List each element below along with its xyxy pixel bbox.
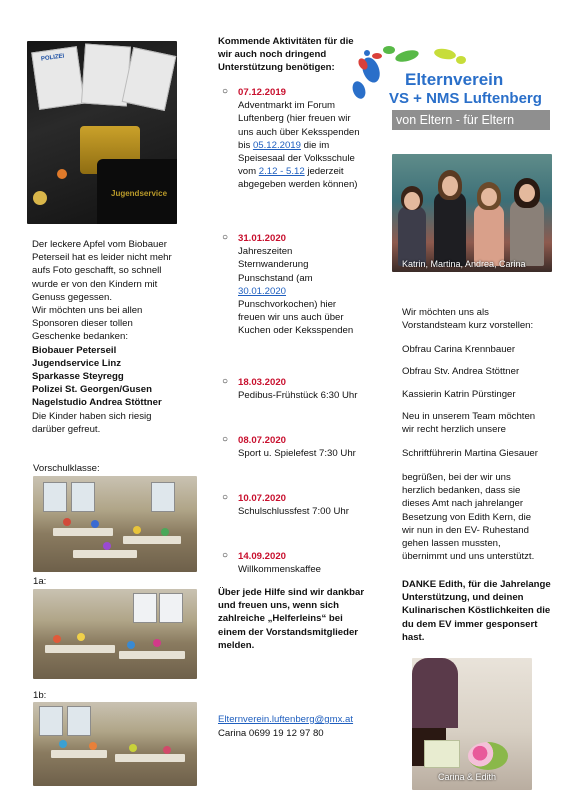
role-secretary: Schriftführerin Martina Giesauer [402, 448, 538, 459]
farewell-line: wir nun in den EV- Ruhestand [402, 524, 529, 536]
event-line: Willkommenskaffee [238, 564, 321, 576]
child [161, 528, 169, 536]
class-1a-photo [33, 589, 197, 679]
help-appeal [218, 586, 383, 652]
role-vice-chair: Obfrau Stv. Andrea Stöttner [402, 366, 520, 377]
child [91, 520, 99, 528]
event-date: 31.01.2020 [238, 233, 287, 244]
date-link[interactable]: 05.12.2019 [252, 139, 301, 151]
person-carina [412, 658, 458, 728]
apple-note-line: Der leckere Apfel vom Biobauer [32, 239, 167, 250]
thanks-line: Die Kinder haben sich riesig [32, 410, 152, 422]
heading-line: wir auch noch dringend [218, 49, 327, 61]
face [519, 184, 535, 202]
desk [119, 651, 185, 659]
class-1b-photo [33, 702, 197, 786]
farewell-line: begrüßen, bei der wir uns [402, 472, 511, 483]
farewell-line: Besetzung von Edith Kern, die [402, 511, 532, 523]
event-18-03-2020 [238, 376, 378, 402]
apple-note-line: Sponsoren dieser tollen [32, 318, 133, 330]
desk [53, 528, 113, 536]
child [129, 744, 137, 752]
event-08-07-2020 [238, 434, 378, 460]
team-photo [392, 154, 552, 272]
role-treasurer: Kassierin Katrin Pürstinger [402, 389, 516, 400]
bullet-icon: ○ [222, 376, 229, 387]
desk [115, 754, 185, 762]
desk [45, 645, 115, 653]
child [77, 633, 85, 641]
heading-line: Kommende Aktivitäten für die [218, 36, 354, 47]
desk [123, 536, 181, 544]
window [159, 593, 183, 623]
sponsor-gifts-photo [27, 41, 177, 224]
event-line: Punschstand (am [238, 272, 313, 284]
event-line: Schulschlussfest 7:00 Uhr [238, 506, 349, 518]
farewell-line: dieses Amt nach jahrelanger [402, 498, 524, 510]
event-line: Sport u. Spielefest 7:30 Uhr [238, 448, 356, 460]
farewell-line: herzlich bedanken, dass sie [402, 485, 521, 497]
thanks-edith-line: Unterstützung, und deinen [402, 592, 524, 604]
apple-note-line: Wir möchten uns bei allen [32, 305, 143, 317]
event-text: jederzeit [304, 166, 344, 178]
carina-edith-photo [412, 658, 532, 790]
event-line: uns auch über Keksspenden [238, 126, 360, 138]
elternverein-logo [347, 40, 552, 135]
event-line: freuen wir uns auch über [238, 312, 344, 324]
child [63, 518, 71, 526]
thanks-line: darüber gefreut. [32, 423, 101, 435]
child [103, 542, 111, 550]
thanks-edith [402, 578, 564, 644]
apple-note-line: Peterseil hat es leider nicht mehr [32, 252, 172, 264]
apple-note [32, 238, 202, 436]
face [412, 766, 434, 790]
event-line: Luftenberg (hier freuen wir [238, 113, 351, 125]
event-line: Punschvorkochen) hier [238, 299, 337, 311]
sponsor-name: Biobauer Peterseil [32, 344, 117, 356]
bullet-icon: ○ [222, 434, 229, 445]
person-katrin [398, 206, 426, 266]
event-text: bis [238, 139, 253, 151]
event-date: 08.07.2020 [238, 435, 287, 446]
apple-note-line: Genuss gegessen. [32, 291, 113, 303]
farewell-line: gehen lassen mussten, [402, 538, 501, 550]
thanks-edith-line: DANKE Edith, für die Jahrelange [402, 579, 551, 590]
role-chair: Obfrau Carina Krennbauer [402, 344, 516, 355]
person-andrea [474, 204, 504, 266]
label-1a: 1a: [33, 576, 47, 587]
desk [73, 550, 137, 558]
police-label: POLIZEI [40, 53, 65, 63]
apple-note-line: aufs Foto geschafft, so schnell [32, 265, 162, 277]
window [133, 593, 157, 623]
event-line: Sternwanderung [238, 259, 309, 271]
sweet-shape [57, 169, 67, 179]
date-link[interactable]: 30.01.2020 [238, 285, 287, 297]
face [481, 188, 497, 206]
flower-bouquet [468, 742, 508, 770]
thanks-edith-line: du dem EV immer gesponsert [402, 618, 538, 630]
window [43, 482, 67, 512]
event-date: 18.03.2020 [238, 377, 287, 388]
heading-line: Unterstützung benötigen: [218, 62, 335, 74]
event-line: Pedibus-Frühstück 6:30 Uhr [238, 390, 358, 402]
apple-shape [33, 191, 47, 205]
sponsor-name: Sparkasse Steyregg [32, 371, 124, 383]
new-member-line: Neu in unserem Team möchten [402, 411, 536, 422]
phone-number: Carina 0699 19 12 97 80 [218, 728, 324, 739]
child [127, 641, 135, 649]
vorschulklasse-photo [33, 476, 197, 572]
sponsor-name: Jugendservice Linz [32, 357, 122, 369]
child [59, 740, 67, 748]
duo-caption: Carina & Edith [438, 772, 497, 782]
thanks-edith-line: hast. [402, 631, 425, 643]
label-vorschulklasse: Vorschulklasse: [33, 463, 100, 474]
appeal-line: einem der Vorstandsmitglieder [218, 626, 359, 638]
event-14-09-2020 [238, 550, 378, 576]
bullet-icon: ○ [222, 550, 229, 561]
window [67, 706, 91, 736]
bullet-icon: ○ [222, 492, 229, 503]
gift-card [424, 740, 460, 768]
event-line: abgegeben werden können) [238, 179, 358, 191]
appeal-line: melden. [218, 639, 255, 651]
event-text: vom [238, 166, 259, 178]
label-1b: 1b: [33, 690, 47, 701]
bullet-icon: ○ [222, 232, 229, 243]
event-line [238, 165, 378, 178]
window [71, 482, 95, 512]
appeal-line: und freuen uns, wenn sich [218, 600, 339, 612]
event-line: Kuchen oder Keksspenden [238, 325, 354, 337]
logo-tagline: von Eltern - für Eltern [392, 110, 550, 130]
logo-subtitle: VS + NMS Luftenberg [389, 90, 542, 107]
new-member-intro [402, 410, 535, 436]
face [404, 192, 420, 210]
board-intro [402, 306, 562, 332]
child [133, 526, 141, 534]
event-line: Adventmarkt im Forum [238, 100, 336, 112]
sponsor-name: Polizei St. Georgen/Gusen [32, 384, 152, 396]
intro-line: Vorstandsteam kurz vorstellen: [402, 320, 534, 332]
event-date: 07.12.2019 [238, 87, 287, 98]
farewell-line: übernimmt und uns unterstützt. [402, 551, 535, 563]
sponsor-name: Nagelstudio Andrea Stöttner [32, 397, 162, 409]
team-caption: Katrin, Martina, Andrea, Carina [402, 259, 526, 269]
event-10-07-2020 [238, 492, 378, 518]
new-member-line: wir recht herzlich unsere [402, 424, 506, 436]
person-martina [434, 192, 466, 266]
window [151, 482, 175, 512]
event-text: die im [300, 139, 330, 151]
apple-note-line: wurde er von den Kindern mit [32, 278, 158, 290]
intro-line: Wir möchten uns als [402, 307, 489, 318]
logo-title: Elternverein [405, 70, 504, 89]
child [89, 742, 97, 750]
event-31-01-2020 [238, 232, 378, 338]
appeal-line: zahlreiche „Helferleins“ bei [218, 613, 343, 625]
face [442, 176, 458, 196]
jugendservice-bag-label: Jugendservice [111, 189, 168, 198]
event-date: 14.09.2020 [238, 551, 287, 562]
thanks-edith-line: Kulinarischen Köstlichkeiten die [402, 605, 551, 617]
event-line [238, 139, 378, 152]
event-line: Jahreszeiten [238, 246, 293, 258]
child [153, 639, 161, 647]
apple-note-line: Geschenke bedanken: [32, 331, 129, 343]
event-date: 10.07.2020 [238, 493, 287, 504]
desk [51, 750, 107, 758]
farewell-text [402, 471, 564, 563]
window [39, 706, 63, 736]
child [53, 635, 61, 643]
email-link[interactable]: Elternverein.luftenberg@gmx.at [218, 714, 354, 725]
bullet-icon: ○ [222, 86, 229, 97]
date-range-link[interactable]: 2.12 - 5.12 [258, 166, 305, 178]
event-line: Speisesaal der Volksschule [238, 153, 355, 165]
appeal-line: Über jede Hilfe sind wir dankbar [218, 587, 365, 598]
person-carina [510, 200, 544, 266]
child [163, 746, 171, 754]
